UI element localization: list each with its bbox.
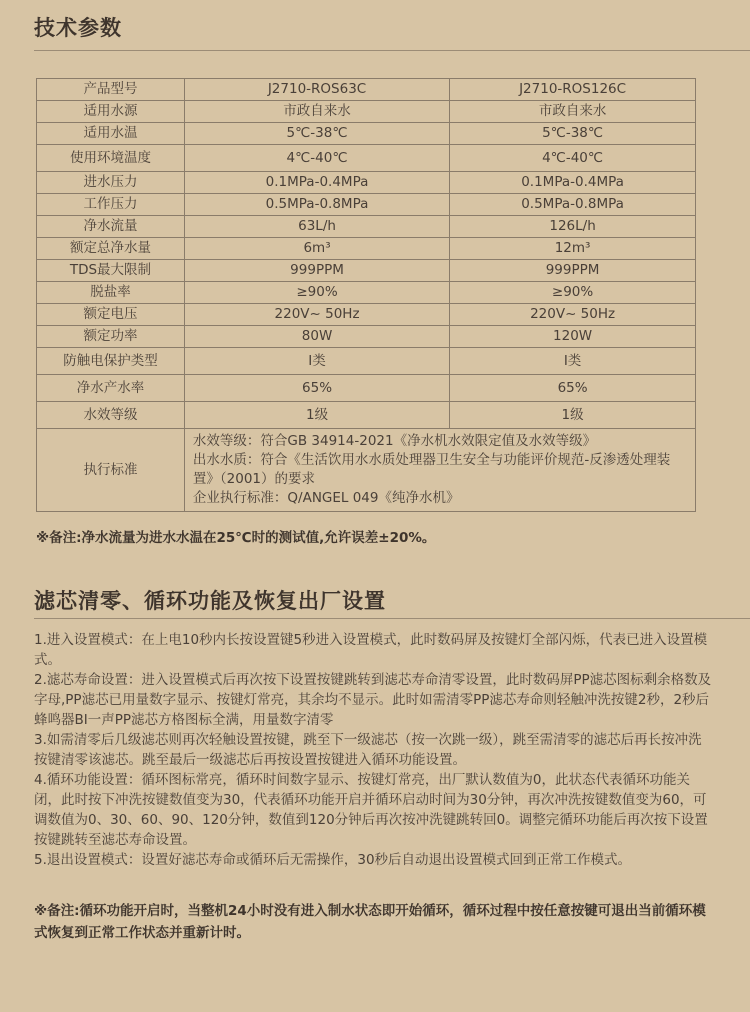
spec-value: 65% (184, 375, 449, 402)
spec-value: Ⅰ类 (450, 348, 696, 375)
spec-value: 220V~ 50Hz (450, 304, 696, 326)
spec-value: 999PPM (184, 260, 449, 282)
spec-label: 净水流量 (37, 216, 185, 238)
spec-value: J2710-ROS63C (184, 79, 449, 101)
spec-label: 额定电压 (37, 304, 185, 326)
instruction-step: 5.退出设置模式：设置好滤芯寿命或循环后无需操作，30秒后自动退出设置模式回到正常工作模式。 (34, 852, 632, 868)
spec-value: Ⅰ类 (184, 348, 449, 375)
spec-value: 6m³ (184, 238, 449, 260)
spec-value: 65% (450, 375, 696, 402)
spec-label: 适用水温 (37, 123, 185, 145)
spec-label: 进水压力 (37, 172, 185, 194)
spec-label: 水效等级 (37, 402, 185, 429)
spec-value: 5℃-38℃ (184, 123, 449, 145)
standard-line: 企业执行标准：Q/ANGEL 049《纯净水机》 (192, 490, 460, 506)
spec-label: 额定总净水量 (37, 238, 185, 260)
spec-row (37, 123, 696, 145)
spec-row (37, 101, 696, 123)
spec-row (37, 79, 696, 101)
spec-value: 63L/h (184, 216, 449, 238)
spec-label: 使用环境温度 (37, 145, 185, 172)
spec-row-standard (37, 429, 696, 512)
spec-label: 额定功率 (37, 326, 185, 348)
spec-row (37, 375, 696, 402)
spec-value: 1级 (184, 402, 449, 429)
instruction-list (34, 630, 714, 870)
spec-value: 0.1MPa-0.4MPa (450, 172, 696, 194)
instruction-step: 2.滤芯寿命设置：进入设置模式后再次按下设置按键跳转到滤芯寿命清零设置，此时数码屏PP滤芯图标剩余格数及字母,PP滤芯已用量数字显示、按键灯常亮，其余均不显示。此时如需清零PP滤芯寿命则轻触冲洗按键2秒，2秒后蜂鸣器BI一声PP滤芯方格图标全满，用量数字清零 (34, 672, 712, 728)
spec-row (37, 304, 696, 326)
section-title-specs: 技术参数 (34, 16, 122, 40)
instruction-step: 4.循环功能设置：循环图标常亮，循环时间数字显示、按键灯常亮，出厂默认数值为0，此状态代表循环功能关闭，此时按下冲洗按键数值变为30，代表循环功能开启并循环启动时间为30分钟，再次冲洗按键数值变为60，可调数值为0、30、60、90、120分钟，数值到120分钟后再次按冲洗键跳转回0。调整完循环功能后再次按下设置按键跳转至滤芯寿命设置。 (34, 772, 708, 848)
spec-value: 4℃-40℃ (184, 145, 449, 172)
spec-value: J2710-ROS126C (450, 79, 696, 101)
spec-row (37, 216, 696, 238)
standard-text (184, 429, 695, 512)
spec-label: 脱盐率 (37, 282, 185, 304)
spec-value: 80W (184, 326, 449, 348)
spec-label: 工作压力 (37, 194, 185, 216)
spec-row (37, 238, 696, 260)
spec-value: 126L/h (450, 216, 696, 238)
section-divider (34, 618, 750, 619)
spec-row (37, 348, 696, 375)
section-title-filter-reset: 滤芯清零、循环功能及恢复出厂设置 (34, 589, 386, 613)
spec-label: 防触电保护类型 (37, 348, 185, 375)
spec-row (37, 172, 696, 194)
spec-value: 市政自来水 (184, 101, 449, 123)
spec-value: 1级 (450, 402, 696, 429)
flow-note: ※备注:净水流量为进水水温在25℃时的测试值,允许误差±20%。 (36, 530, 436, 546)
standard-line: 出水水质：符合《生活饮用水水质处理器卫生安全与功能评价规范-反渗透处理装置》（2001）的要求 (192, 452, 671, 487)
cycle-note: ※备注:循环功能开启时，当整机24小时没有进入制水状态即开始循环，循环过程中按任意按键可退出当前循环模式恢复到正常工作状态并重新计时。 (34, 903, 706, 941)
spec-label: 净水产水率 (37, 375, 185, 402)
spec-row (37, 145, 696, 172)
spec-value: 999PPM (450, 260, 696, 282)
spec-table (36, 78, 696, 512)
spec-label: 执行标准 (37, 429, 185, 512)
spec-label: TDS最大限制 (37, 260, 185, 282)
spec-row (37, 260, 696, 282)
spec-label: 适用水源 (37, 101, 185, 123)
spec-value: 市政自来水 (450, 101, 696, 123)
spec-value: 5℃-38℃ (450, 123, 696, 145)
spec-row (37, 402, 696, 429)
spec-label: 产品型号 (37, 79, 185, 101)
section-divider (34, 50, 750, 51)
spec-value: ≥90% (184, 282, 449, 304)
spec-value: 0.1MPa-0.4MPa (184, 172, 449, 194)
spec-value: 0.5MPa-0.8MPa (450, 194, 696, 216)
instruction-step: 3.如需清零后几级滤芯则再次轻触设置按键，跳至下一级滤芯（按一次跳一级），跳至需清零的滤芯后再长按冲洗按键清零该滤芯。跳至最后一级滤芯后再按设置按键进入循环功能设置。 (34, 732, 702, 768)
spec-value: 220V~ 50Hz (184, 304, 449, 326)
spec-row (37, 326, 696, 348)
instruction-step: 1.进入设置模式：在上电10秒内长按设置键5秒进入设置模式，此时数码屏及按键灯全部闪烁，代表已进入设置模式。 (34, 632, 708, 668)
spec-value: ≥90% (450, 282, 696, 304)
spec-value: 0.5MPa-0.8MPa (184, 194, 449, 216)
spec-row (37, 282, 696, 304)
standard-line: 水效等级：符合GB 34914-2021《净水机水效限定值及水效等级》 (192, 433, 597, 449)
spec-value: 120W (450, 326, 696, 348)
spec-value: 4℃-40℃ (450, 145, 696, 172)
spec-value: 12m³ (450, 238, 696, 260)
spec-row (37, 194, 696, 216)
